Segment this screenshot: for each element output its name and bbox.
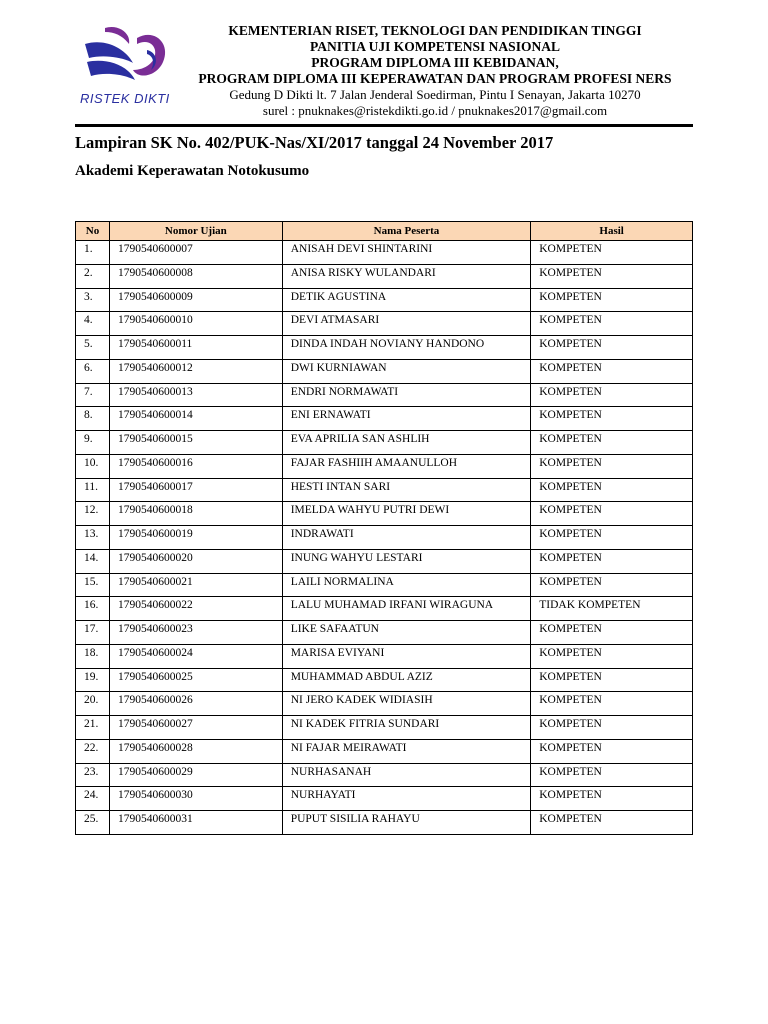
cell-participant-name: IMELDA WAHYU PUTRI DEWI xyxy=(282,502,531,526)
cell-result: KOMPETEN xyxy=(531,336,693,360)
cell-exam-number: 1790540600014 xyxy=(109,407,282,431)
cell-participant-name: LAILI NORMALINA xyxy=(282,573,531,597)
cell-exam-number: 1790540600027 xyxy=(109,716,282,740)
cell-no: 20. xyxy=(76,692,110,716)
cell-result: KOMPETEN xyxy=(531,383,693,407)
table-header-row xyxy=(76,222,693,241)
cell-result: KOMPETEN xyxy=(531,526,693,550)
cell-exam-number: 1790540600020 xyxy=(109,549,282,573)
cell-exam-number: 1790540600029 xyxy=(109,763,282,787)
table-row xyxy=(76,573,693,597)
table-row xyxy=(76,336,693,360)
cell-result: KOMPETEN xyxy=(531,644,693,668)
program-line-1: PROGRAM DIPLOMA III KEBIDANAN, xyxy=(311,55,559,70)
cell-result: KOMPETEN xyxy=(531,478,693,502)
cell-participant-name: MARISA EVIYANI xyxy=(282,644,531,668)
cell-exam-number: 1790540600017 xyxy=(109,478,282,502)
cell-participant-name: DEVI ATMASARI xyxy=(282,312,531,336)
table-row xyxy=(76,241,693,265)
cell-exam-number: 1790540600013 xyxy=(109,383,282,407)
table-row xyxy=(76,312,693,336)
cell-exam-number: 1790540600021 xyxy=(109,573,282,597)
table-row xyxy=(76,549,693,573)
column-header-exam-number: Nomor Ujian xyxy=(109,222,282,241)
table-row xyxy=(76,431,693,455)
column-header-participant-name: Nama Peserta xyxy=(282,222,531,241)
cell-participant-name: NI JERO KADEK WIDIASIH xyxy=(282,692,531,716)
cell-result: KOMPETEN xyxy=(531,312,693,336)
cell-no: 23. xyxy=(76,763,110,787)
document-title: Lampiran SK No. 402/PUK-Nas/XI/2017 tanggal 24 November 2017 xyxy=(75,133,554,152)
email-line: surel : pnuknakes@ristekdikti.go.id / pnuknakes2017@gmail.com xyxy=(262,103,608,118)
cell-participant-name: FAJAR FASHIIH AMAANULLOH xyxy=(282,454,531,478)
cell-no: 1. xyxy=(76,241,110,265)
cell-no: 3. xyxy=(76,288,110,312)
table-row xyxy=(76,383,693,407)
cell-participant-name: NURHAYATI xyxy=(282,787,531,811)
cell-exam-number: 1790540600025 xyxy=(109,668,282,692)
cell-result: KOMPETEN xyxy=(531,763,693,787)
cell-exam-number: 1790540600015 xyxy=(109,431,282,455)
table-row xyxy=(76,692,693,716)
cell-result: KOMPETEN xyxy=(531,716,693,740)
table-row xyxy=(76,288,693,312)
logo-text: RISTEK DIKTI xyxy=(80,91,170,106)
table-row xyxy=(76,502,693,526)
cell-exam-number: 1790540600022 xyxy=(109,597,282,621)
cell-exam-number: 1790540600028 xyxy=(109,739,282,763)
table-row xyxy=(76,811,693,835)
cell-exam-number: 1790540600009 xyxy=(109,288,282,312)
table-row xyxy=(76,716,693,740)
cell-participant-name: ENDRI NORMAWATI xyxy=(282,383,531,407)
cell-no: 2. xyxy=(76,264,110,288)
cell-result: KOMPETEN xyxy=(531,573,693,597)
committee-name: PANITIA UJI KOMPETENSI NASIONAL xyxy=(310,39,560,54)
cell-no: 5. xyxy=(76,336,110,360)
table-row xyxy=(76,454,693,478)
cell-result: KOMPETEN xyxy=(531,549,693,573)
cell-exam-number: 1790540600023 xyxy=(109,621,282,645)
table-row xyxy=(76,644,693,668)
cell-participant-name: PUPUT SISILIA RAHAYU xyxy=(282,811,531,835)
cell-no: 10. xyxy=(76,454,110,478)
cell-no: 12. xyxy=(76,502,110,526)
cell-result: KOMPETEN xyxy=(531,241,693,265)
table-row xyxy=(76,359,693,383)
table-row xyxy=(76,264,693,288)
cell-exam-number: 1790540600008 xyxy=(109,264,282,288)
cell-result: KOMPETEN xyxy=(531,502,693,526)
cell-result: KOMPETEN xyxy=(531,787,693,811)
cell-participant-name: INUNG WAHYU LESTARI xyxy=(282,549,531,573)
cell-participant-name: HESTI INTAN SARI xyxy=(282,478,531,502)
cell-participant-name: LALU MUHAMAD IRFANI WIRAGUNA xyxy=(282,597,531,621)
cell-participant-name: LIKE SAFAATUN xyxy=(282,621,531,645)
cell-no: 7. xyxy=(76,383,110,407)
table-row xyxy=(76,787,693,811)
column-header-no: No xyxy=(76,222,110,241)
results-table xyxy=(75,221,693,835)
cell-exam-number: 1790540600010 xyxy=(109,312,282,336)
cell-no: 6. xyxy=(76,359,110,383)
cell-result: KOMPETEN xyxy=(531,407,693,431)
cell-exam-number: 1790540600019 xyxy=(109,526,282,550)
ministry-name: KEMENTERIAN RISET, TEKNOLOGI DAN PENDIDIKAN TINGGI xyxy=(228,23,642,38)
cell-result: KOMPETEN xyxy=(531,692,693,716)
institution-name: Akademi Keperawatan Notokusumo xyxy=(75,163,310,179)
cell-no: 9. xyxy=(76,431,110,455)
cell-no: 18. xyxy=(76,644,110,668)
column-header-result: Hasil xyxy=(531,222,693,241)
cell-result: TIDAK KOMPETEN xyxy=(531,597,693,621)
cell-participant-name: ENI ERNAWATI xyxy=(282,407,531,431)
cell-no: 22. xyxy=(76,739,110,763)
cell-no: 25. xyxy=(76,811,110,835)
table-row xyxy=(76,763,693,787)
table-row xyxy=(76,739,693,763)
cell-participant-name: NURHASANAH xyxy=(282,763,531,787)
header-divider xyxy=(75,124,693,127)
cell-result: KOMPETEN xyxy=(531,431,693,455)
letterhead-text xyxy=(175,23,695,119)
letterhead xyxy=(75,18,693,124)
cell-exam-number: 1790540600016 xyxy=(109,454,282,478)
cell-result: KOMPETEN xyxy=(531,668,693,692)
cell-no: 19. xyxy=(76,668,110,692)
table-row xyxy=(76,526,693,550)
cell-no: 16. xyxy=(76,597,110,621)
table-row xyxy=(76,478,693,502)
cell-result: KOMPETEN xyxy=(531,288,693,312)
table-row xyxy=(76,597,693,621)
cell-result: KOMPETEN xyxy=(531,621,693,645)
table-row xyxy=(76,621,693,645)
cell-participant-name: NI FAJAR MEIRAWATI xyxy=(282,739,531,763)
cell-no: 14. xyxy=(76,549,110,573)
cell-no: 11. xyxy=(76,478,110,502)
cell-participant-name: DINDA INDAH NOVIANY HANDONO xyxy=(282,336,531,360)
cell-exam-number: 1790540600011 xyxy=(109,336,282,360)
cell-no: 13. xyxy=(76,526,110,550)
cell-exam-number: 1790540600012 xyxy=(109,359,282,383)
program-line-2: PROGRAM DIPLOMA III KEPERAWATAN DAN PROGRAM PROFESI NERS xyxy=(198,71,672,86)
cell-no: 21. xyxy=(76,716,110,740)
cell-no: 17. xyxy=(76,621,110,645)
cell-exam-number: 1790540600007 xyxy=(109,241,282,265)
cell-no: 4. xyxy=(76,312,110,336)
cell-result: KOMPETEN xyxy=(531,264,693,288)
cell-exam-number: 1790540600030 xyxy=(109,787,282,811)
cell-no: 24. xyxy=(76,787,110,811)
table-row xyxy=(76,668,693,692)
cell-exam-number: 1790540600026 xyxy=(109,692,282,716)
cell-result: KOMPETEN xyxy=(531,739,693,763)
cell-participant-name: DWI KURNIAWAN xyxy=(282,359,531,383)
cell-exam-number: 1790540600031 xyxy=(109,811,282,835)
cell-participant-name: NI KADEK FITRIA SUNDARI xyxy=(282,716,531,740)
table-row xyxy=(76,407,693,431)
cell-exam-number: 1790540600024 xyxy=(109,644,282,668)
cell-result: KOMPETEN xyxy=(531,359,693,383)
cell-participant-name: ANISAH DEVI SHINTARINI xyxy=(282,241,531,265)
cell-result: KOMPETEN xyxy=(531,811,693,835)
cell-result: KOMPETEN xyxy=(531,454,693,478)
cell-participant-name: DETIK AGUSTINA xyxy=(282,288,531,312)
address: Gedung D Dikti lt. 7 Jalan Jenderal Soedirman, Pintu I Senayan, Jakarta 10270 xyxy=(229,87,641,102)
cell-exam-number: 1790540600018 xyxy=(109,502,282,526)
cell-participant-name: ANISA RISKY WULANDARI xyxy=(282,264,531,288)
cell-participant-name: EVA APRILIA SAN ASHLIH xyxy=(282,431,531,455)
cell-participant-name: MUHAMMAD ABDUL AZIZ xyxy=(282,668,531,692)
cell-participant-name: INDRAWATI xyxy=(282,526,531,550)
cell-no: 8. xyxy=(76,407,110,431)
cell-no: 15. xyxy=(76,573,110,597)
